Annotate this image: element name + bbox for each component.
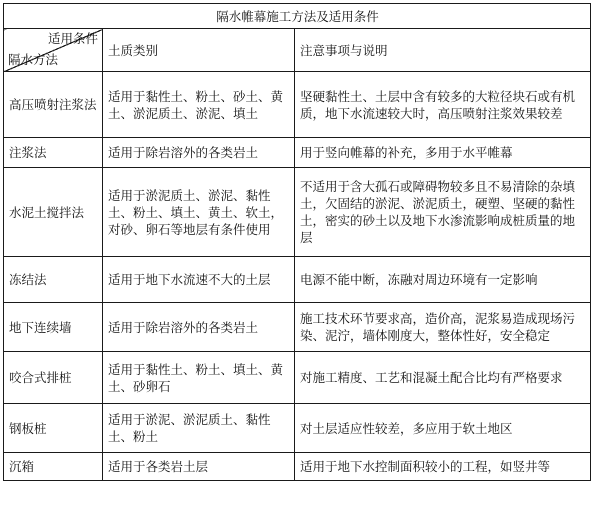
table-title: 隔水帷幕施工方法及适用条件 [4, 4, 591, 29]
method-cell: 沉箱 [4, 453, 103, 481]
method-cell: 水泥土搅拌法 [4, 168, 103, 257]
header-soil-type: 土质类别 [103, 29, 295, 72]
notes-cell: 坚硬黏性土、土层中含有较多的大粒径块石或有机质，地下水流速较大时，高压喷射注浆效果较差 [295, 72, 591, 138]
soil-cell: 适用于除岩溶外的各类岩土 [103, 303, 295, 352]
construction-methods-table [3, 3, 591, 481]
notes-cell: 适用于地下水控制面积较小的工程，如竖井等 [295, 453, 591, 481]
table-row [4, 168, 591, 257]
method-cell: 冻结法 [4, 257, 103, 303]
title-row [4, 4, 591, 29]
table-row [4, 257, 591, 303]
method-cell: 高压喷射注浆法 [4, 72, 103, 138]
soil-cell: 适用于各类岩土层 [103, 453, 295, 481]
table-row [4, 138, 591, 168]
soil-cell: 适用于淤泥、淤泥质土、黏性土、粉土 [103, 404, 295, 453]
notes-cell: 不适用于含大孤石或障碍物较多且不易清除的杂填土，欠固结的淤泥、淤泥质土，硬塑、坚硬的黏性土，密实的砂土以及地下水渗流影响成桩质量的地层 [295, 168, 591, 257]
soil-cell: 适用于地下水流速不大的土层 [103, 257, 295, 303]
method-cell: 注浆法 [4, 138, 103, 168]
diag-header-method: 隔水方法 [8, 52, 59, 67]
soil-cell: 适用于黏性土、粉土、填土、黄土、砂卵石 [103, 352, 295, 404]
header-notes: 注意事项与说明 [295, 29, 591, 72]
table-row [4, 72, 591, 138]
notes-cell: 用于竖向帷幕的补充，多用于水平帷幕 [295, 138, 591, 168]
notes-cell: 电源不能中断，冻融对周边环境有一定影响 [295, 257, 591, 303]
soil-cell: 适用于除岩溶外的各类岩土 [103, 138, 295, 168]
soil-cell: 适用于淤泥质土、淤泥、黏性土、粉土、填土、黄土、软土，对砂、卵石等地层有条件使用 [103, 168, 295, 257]
table-row [4, 404, 591, 453]
header-row [4, 29, 591, 72]
diagonal-header-cell [4, 29, 103, 72]
method-cell: 地下连续墙 [4, 303, 103, 352]
notes-cell: 对土层适应性较差，多应用于软土地区 [295, 404, 591, 453]
table-row [4, 352, 591, 404]
soil-cell: 适用于黏性土、粉土、砂土、黄土、淤泥质土、淤泥、填土 [103, 72, 295, 138]
table-row [4, 303, 591, 352]
notes-cell: 对施工精度、工艺和混凝土配合比均有严格要求 [295, 352, 591, 404]
table-row [4, 453, 591, 481]
method-cell: 钢板桩 [4, 404, 103, 453]
notes-cell: 施工技术环节要求高，造价高，泥浆易造成现场污染、泥泞，墙体刚度大，整体性好，安全稳定 [295, 303, 591, 352]
table-container [3, 3, 591, 481]
method-cell: 咬合式排桩 [4, 352, 103, 404]
diag-header-condition: 适用条件 [47, 31, 98, 46]
